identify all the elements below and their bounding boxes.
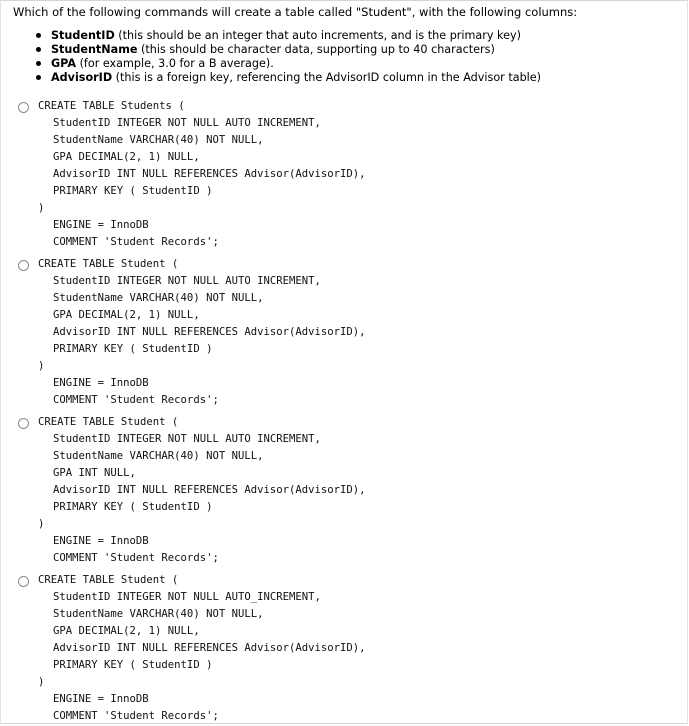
code-line-col3: GPA DECIMAL(2, 1) NULL,	[53, 151, 200, 163]
radio-button[interactable]	[18, 102, 29, 113]
code-line-col2: StudentName VARCHAR(40) NOT NULL,	[53, 292, 264, 304]
code-line-col2: StudentName VARCHAR(40) NOT NULL,	[53, 450, 264, 462]
code-line-pk: PRIMARY KEY ( StudentID )	[53, 185, 213, 197]
requirement-term: GPA	[51, 57, 77, 70]
question-prompt: Which of the following commands will create a table called "Student", with the following columns:	[13, 5, 578, 19]
radio-button[interactable]	[18, 418, 29, 429]
code-line-col3: GPA INT NULL,	[53, 467, 136, 479]
requirement-term: StudentName	[51, 43, 138, 56]
code-line-close: )	[38, 360, 45, 372]
bullet-icon	[36, 61, 41, 66]
code-line-close: )	[38, 676, 45, 688]
code-line-col4: AdvisorID INT NULL REFERENCES Advisor(AdvisorID),	[53, 326, 366, 338]
code-line-engine: ENGINE = InnoDB	[53, 693, 149, 705]
code-line-comment: COMMENT 'Student Records';	[53, 552, 219, 564]
requirement-desc: (this is a foreign key, referencing the AdvisorID column in the Advisor table)	[112, 71, 542, 84]
code-line-engine: ENGINE = InnoDB	[53, 535, 149, 547]
radio-button[interactable]	[18, 576, 29, 587]
code-line-col1: StudentID INTEGER NOT NULL AUTO INCREMENT,	[53, 433, 321, 445]
bullet-icon	[36, 33, 41, 38]
code-line-col3: GPA DECIMAL(2, 1) NULL,	[53, 309, 200, 321]
code-line-col3: GPA DECIMAL(2, 1) NULL,	[53, 625, 200, 637]
code-line-comment: COMMENT 'Student Records';	[53, 236, 219, 248]
code-line-comment: COMMENT 'Student Records';	[53, 394, 219, 406]
code-line-header: CREATE TABLE Student (	[38, 416, 179, 428]
bullet-icon	[36, 47, 41, 52]
code-line-pk: PRIMARY KEY ( StudentID )	[53, 343, 213, 355]
code-line-header: CREATE TABLE Student (	[38, 574, 179, 586]
code-line-col1: StudentID INTEGER NOT NULL AUTO INCREMENT,	[53, 117, 321, 129]
code-line-col4: AdvisorID INT NULL REFERENCES Advisor(AdvisorID),	[53, 484, 366, 496]
code-line-engine: ENGINE = InnoDB	[53, 377, 149, 389]
code-line-col4: AdvisorID INT NULL REFERENCES Advisor(AdvisorID),	[53, 168, 366, 180]
requirement-item	[0, 29, 541, 43]
bullet-icon	[36, 75, 41, 80]
code-line-col4: AdvisorID INT NULL REFERENCES Advisor(AdvisorID),	[53, 642, 366, 654]
code-line-engine: ENGINE = InnoDB	[53, 219, 149, 231]
requirement-desc: (this should be character data, supporting up to 40 characters)	[137, 43, 495, 56]
radio-button[interactable]	[18, 260, 29, 271]
code-line-close: )	[38, 518, 45, 530]
code-line-pk: PRIMARY KEY ( StudentID )	[53, 659, 213, 671]
requirements-list	[0, 29, 541, 85]
code-line-col2: StudentName VARCHAR(40) NOT NULL,	[53, 608, 264, 620]
code-line-header: CREATE TABLE Students (	[38, 100, 185, 112]
code-line-pk: PRIMARY KEY ( StudentID )	[53, 501, 213, 513]
requirement-term: AdvisorID	[51, 71, 113, 84]
code-line-col1: StudentID INTEGER NOT NULL AUTO_INCREMENT,	[53, 591, 321, 603]
requirement-item	[0, 43, 541, 57]
code-line-comment: COMMENT 'Student Records';	[53, 710, 219, 722]
requirement-desc: (for example, 3.0 for a B average).	[76, 57, 274, 70]
requirement-item	[0, 71, 541, 85]
requirement-item	[0, 57, 541, 71]
requirement-term: StudentID	[51, 29, 115, 42]
code-line-col2: StudentName VARCHAR(40) NOT NULL,	[53, 134, 264, 146]
requirement-desc: (this should be an integer that auto increments, and is the primary key)	[114, 29, 521, 42]
code-line-close: )	[38, 202, 45, 214]
code-line-col1: StudentID INTEGER NOT NULL AUTO INCREMENT,	[53, 275, 321, 287]
code-line-header: CREATE TABLE Student (	[38, 258, 179, 270]
